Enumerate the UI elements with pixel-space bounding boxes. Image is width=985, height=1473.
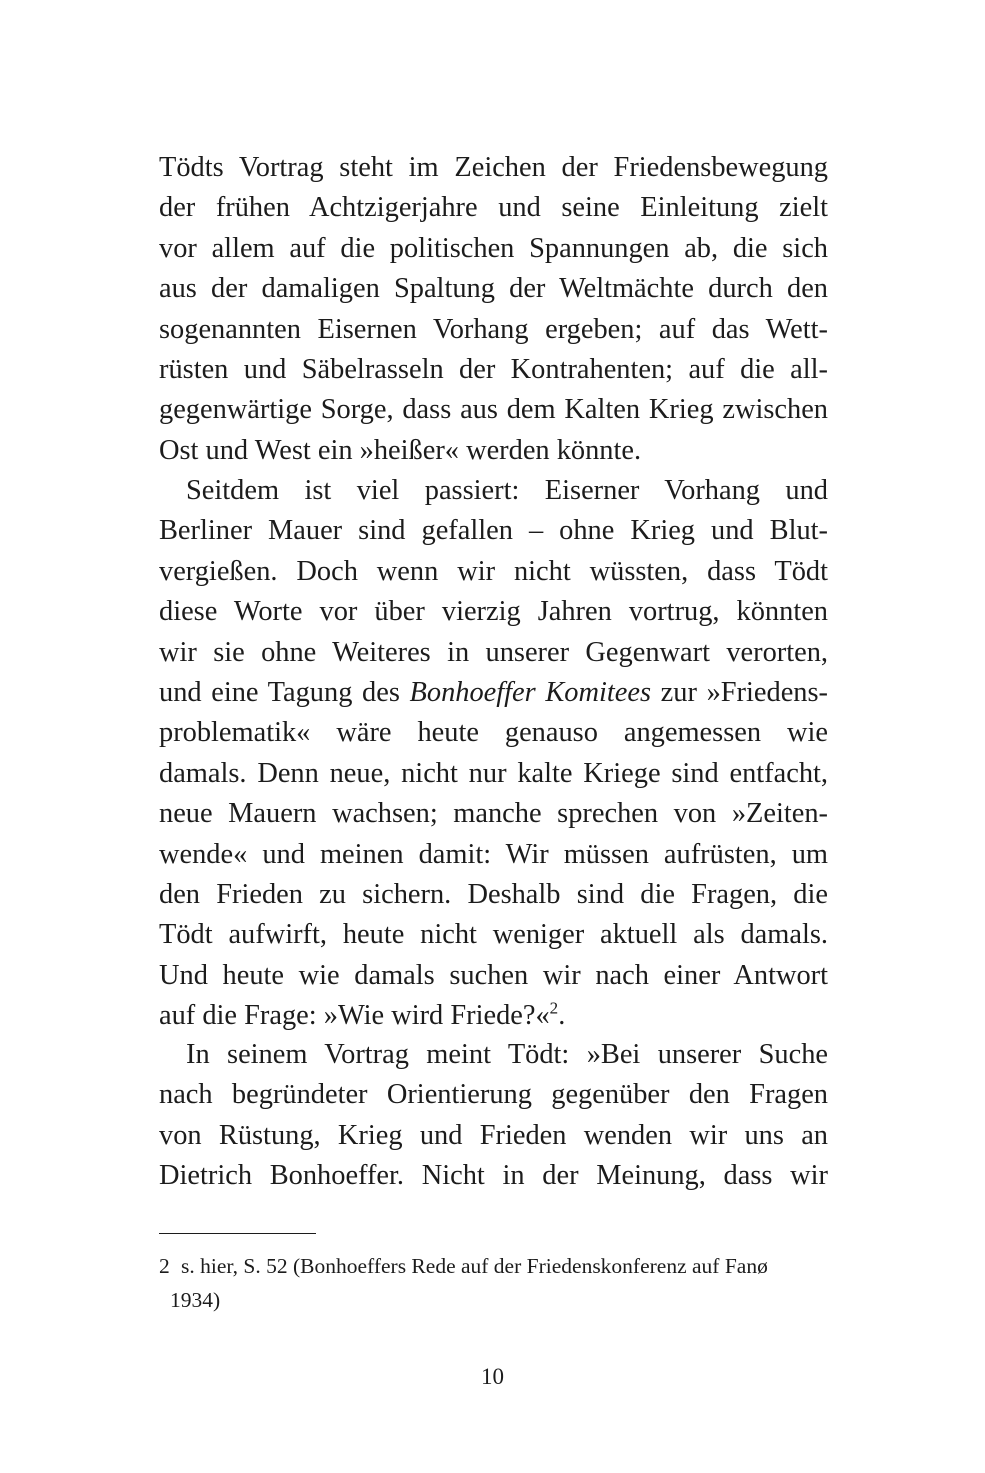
- text-segment: auf die Frage: »Wie wird Friede?«: [159, 1000, 550, 1032]
- text-line: diese Worte vor über vierzig Jahren vortrug, könnten: [159, 596, 828, 628]
- text-line: wende« und meinen damit: Wir müssen aufrüsten, um: [159, 838, 828, 870]
- text-line: Berliner Mauer sind gefallen – ohne Krieg und Blut-: [159, 515, 828, 547]
- text-segment: zur »Friedens-: [651, 676, 828, 708]
- text-line: neue Mauern wachsen; manche sprechen von »Zeiten-: [159, 798, 828, 830]
- text-line-with-italic: [159, 673, 828, 713]
- footnote-divider: [159, 1233, 316, 1234]
- text-line: aus der damaligen Spaltung der Weltmächte durch den: [159, 273, 828, 305]
- text-line-with-footnote-ref: [159, 996, 828, 1036]
- footnote-line: [159, 1249, 828, 1283]
- text-line: nach begründeter Orientierung gegenüber den Fragen: [159, 1079, 828, 1111]
- footnote-number: 2: [159, 1254, 170, 1278]
- text-line: Tödts Vortrag steht im Zeichen der Friedensbewegung: [159, 152, 828, 183]
- text-line: In seinem Vortrag meint Tödt: »Bei unserer Suche: [186, 1039, 828, 1070]
- text-line: Seitdem ist viel passiert: Eiserner Vorhang und: [186, 475, 828, 506]
- text-line: rüsten und Säbelrasseln der Kontrahenten; auf die all-: [159, 353, 828, 385]
- page-number: 10: [481, 1364, 504, 1389]
- footnote-reference[interactable]: 2: [549, 998, 559, 1018]
- italic-title: Bonhoeffer Komitees: [409, 676, 652, 708]
- text-line: wir sie ohne Weiteres in unserer Gegenwart verorten,: [159, 636, 828, 668]
- text-line: gegenwärtige Sorge, dass aus dem Kalten Krieg zwischen: [159, 394, 828, 426]
- text-segment: .: [558, 1000, 566, 1032]
- text-line: der frühen Achtzigerjahre und seine Einleitung zielt: [159, 192, 828, 224]
- footnote: [159, 1249, 828, 1317]
- text-line: sogenannten Eisernen Vorhang ergeben; auf das Wett-: [159, 313, 828, 345]
- footnote-text: s. hier, S. 52 (Bonhoeffers Rede auf der Friedenskonferenz auf Fanø: [181, 1254, 768, 1278]
- text-segment: und eine Tagung des: [159, 676, 410, 708]
- text-line: den Frieden zu sichern. Deshalb sind die Fragen, die: [159, 878, 828, 910]
- paragraph-3: [159, 1035, 828, 1197]
- text-line: problematik« wäre heute genauso angemessen wie: [159, 717, 828, 749]
- footnote-line: 1934): [170, 1288, 221, 1312]
- text-line: damals. Denn neue, nicht nur kalte Kriege sind entfacht,: [159, 757, 828, 789]
- text-line: Tödt aufwirft, heute nicht weniger aktuell als damals.: [159, 919, 828, 951]
- text-line: vergießen. Doch wenn wir nicht wüssten, dass Tödt: [159, 555, 828, 587]
- paragraph-2: [159, 471, 828, 1036]
- text-line: vor allem auf die politischen Spannungen ab, die sich: [159, 232, 828, 264]
- text-line: Ost und West ein »heißer« werden könnte.: [159, 434, 642, 466]
- text-line: Und heute wie damals suchen wir nach einer Antwort: [159, 959, 828, 991]
- text-line: von Rüstung, Krieg und Frieden wenden wir uns an: [159, 1119, 828, 1151]
- paragraph-1: [159, 148, 828, 471]
- text-line: Dietrich Bonhoeffer. Nicht in der Meinung, dass wir: [159, 1160, 828, 1192]
